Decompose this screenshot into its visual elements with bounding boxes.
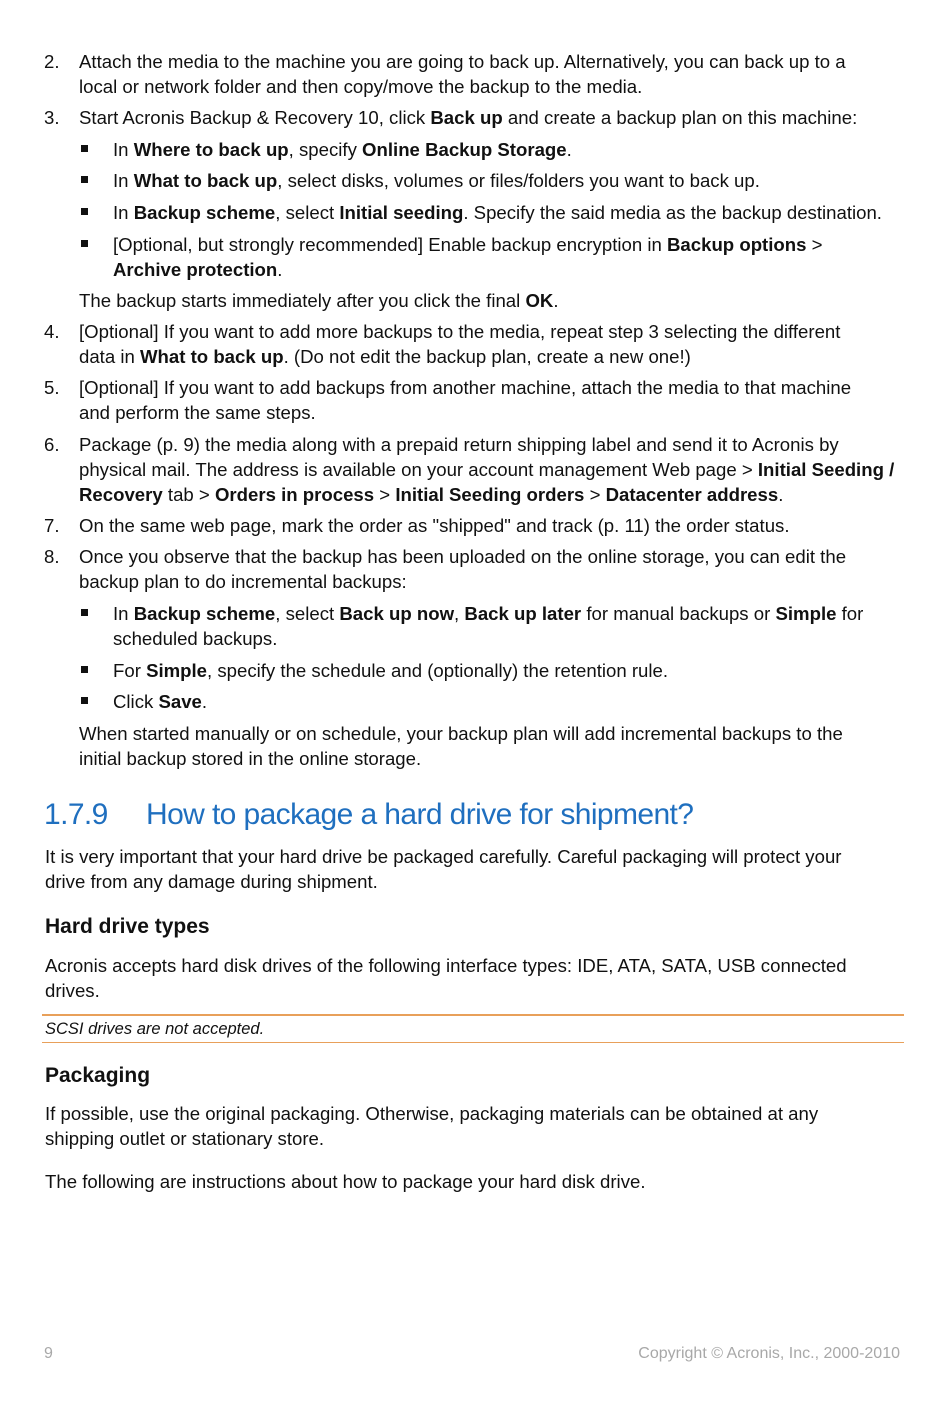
subheading-packaging: Packaging [45,1064,151,1087]
step-8-line-2: backup plan to do incremental backups: [79,571,407,592]
step-3-closing: The backup starts immediately after you click the final OK. [79,290,559,311]
ui-term: Datacenter address [605,484,779,505]
ui-term: Initial Seeding orders [395,484,585,505]
bullet-icon [81,145,88,152]
copyright-notice: Copyright © Acronis, Inc., 2000-2010 [638,1345,900,1362]
step-8-closing-line-2: initial backup stored in the online storage. [79,748,422,769]
ui-term: Orders in process [214,484,375,505]
note-text: SCSI drives are not accepted. [45,1020,265,1038]
subheading-hard-drive-types: Hard drive types [45,915,210,938]
ui-term: Save [158,691,202,712]
note-rule-bottom [42,1042,904,1043]
ui-term: Backup options [667,234,807,255]
bullet-what-to-back-up: In What to back up, select disks, volumes or files/folders you want to back up. [113,170,760,191]
ui-term: Back up later [464,603,582,624]
step-4-line-1: [Optional] If you want to add more backups to the media, repeat step 3 selecting the different [79,321,841,342]
types-line-1: Acronis accepts hard disk drives of the following interface types: IDE, ATA, SATA, USB connected [45,955,847,976]
ui-term: What to back up [140,346,284,367]
bullet-encryption-line-2: Archive protection. [113,259,283,280]
ui-term: Back up [430,107,503,128]
section-heading [44,796,693,834]
section-title: How to package a hard drive for shipment? [146,798,694,831]
packaging-line-1: If possible, use the original packaging. Otherwise, packaging materials can be obtained at any [45,1103,819,1124]
step-number: 3. [44,107,60,128]
bullet-scheme-options-line-1: In Backup scheme, select Back up now, Back up later for manual backups or Simple for [113,603,864,624]
ui-term: Backup scheme [133,202,276,223]
page-number: 9 [44,1345,53,1362]
step-7-line-1: On the same web page, mark the order as "shipped" and track (p. 11) the order status. [79,515,790,536]
bullet-icon [81,176,88,183]
ui-term: Recovery [79,484,163,505]
step-2-line-1: Attach the media to the machine you are going to back up. Alternatively, you can back up to a [79,51,846,72]
step-5-line-1: [Optional] If you want to add backups from another machine, attach the media to that machine [79,377,852,398]
ui-term: Back up now [339,603,455,624]
bullet-save: Click Save. [113,691,208,712]
ui-term: Simple [146,660,208,681]
step-4-line-2: data in What to back up. (Do not edit the backup plan, create a new one!) [79,346,691,367]
step-6-line-1: Package (p. 9) the media along with a prepaid return shipping label and send it to Acronis by [79,434,839,455]
step-6-line-3: Recovery tab > Orders in process > Initial Seeding orders > Datacenter address. [79,484,784,505]
bullet-icon [81,208,88,215]
bullet-icon [81,666,88,673]
bullet-icon [81,609,88,616]
intro-line-1: It is very important that your hard drive be packaged carefully. Careful packaging will protect your [45,846,842,867]
ui-term: Initial seeding [339,202,464,223]
packaging-line-2: shipping outlet or stationary store. [45,1128,325,1149]
note-rule-top [42,1014,904,1016]
intro-line-2: drive from any damage during shipment. [45,871,378,892]
step-number: 8. [44,546,60,567]
step-number: 4. [44,321,60,342]
ui-term: Backup scheme [133,603,276,624]
ui-term: Archive protection [113,259,278,280]
step-2-line-2: local or network folder and then copy/move the backup to the media. [79,76,643,97]
step-number: 5. [44,377,60,398]
ui-term: Initial Seeding / [757,459,895,480]
step-5-line-2: and perform the same steps. [79,402,316,423]
ui-term: Simple [775,603,837,624]
packaging-instructions: The following are instructions about how to package your hard disk drive. [45,1171,646,1192]
bullet-encryption-line-1: [Optional, but strongly recommended] Enable backup encryption in Backup options > [113,234,823,255]
step-3-line: Start Acronis Backup & Recovery 10, click Back up and create a backup plan on this machine: [79,107,858,128]
step-6-line-2: physical mail. The address is available on your account management Web page > Initial Seeding / [79,459,895,480]
step-number: 7. [44,515,60,536]
step-8-closing-line-1: When started manually or on schedule, your backup plan will add incremental backups to the [79,723,843,744]
bullet-scheme-options-line-2: scheduled backups. [113,628,278,649]
ui-term: Online Backup Storage [362,139,567,160]
ui-term: What to back up [133,170,278,191]
step-8-line-1: Once you observe that the backup has been uploaded on the online storage, you can edit the [79,546,847,567]
step-number: 6. [44,434,60,455]
ui-term: OK [525,290,554,311]
bullet-backup-scheme: In Backup scheme, select Initial seeding. Specify the said media as the backup destination. [113,202,882,223]
step-number: 2. [44,51,60,72]
bullet-where-to-back-up: In Where to back up, specify Online Backup Storage. [113,139,572,160]
types-line-2: drives. [45,980,100,1001]
bullet-icon [81,697,88,704]
ui-term: Where to back up [133,139,289,160]
bullet-icon [81,240,88,247]
bullet-simple: For Simple, specify the schedule and (optionally) the retention rule. [113,660,669,681]
section-number: 1.7.9 [44,798,108,831]
